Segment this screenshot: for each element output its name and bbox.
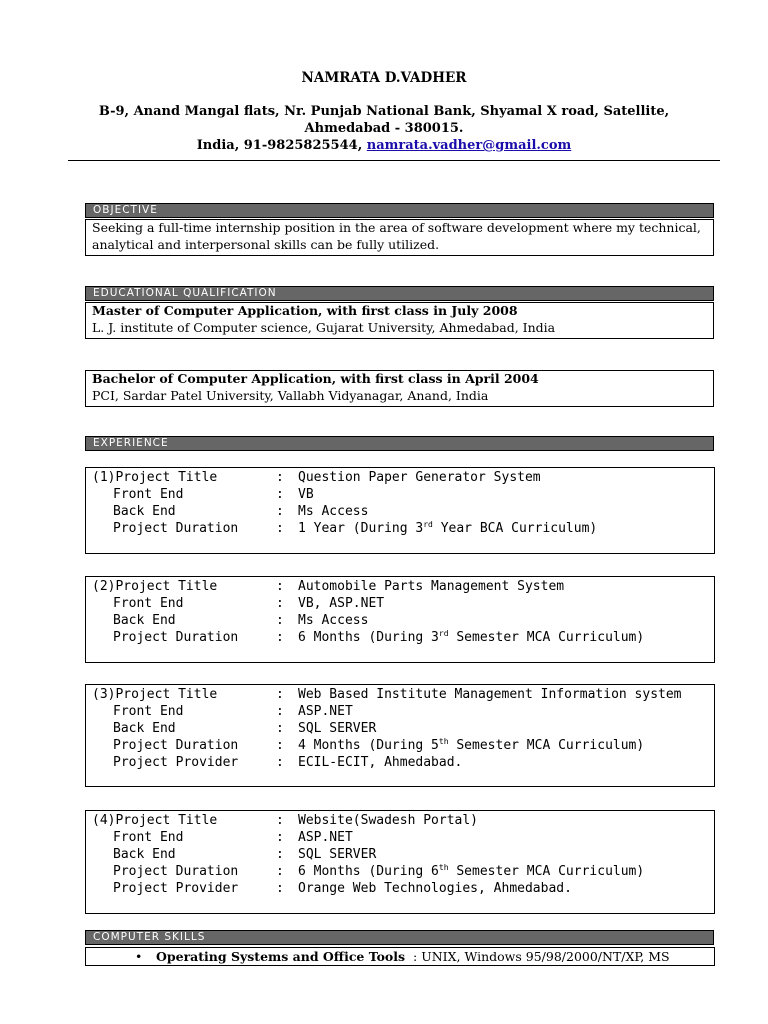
skill-label: Operating Systems and Office Tools <box>156 949 406 964</box>
colon: : <box>276 470 284 485</box>
back-end-label: Back End <box>113 613 176 628</box>
project-title-value: Web Based Institute Management Information system <box>298 687 682 702</box>
provider-value: ECIL-ECIT, Ahmedabad. <box>298 755 463 770</box>
project-title-value: Website(Swadesh Portal) <box>298 813 479 828</box>
skill-item <box>156 948 670 965</box>
degree-institute: L. J. institute of Computer science, Gujarat University, Ahmedabad, India <box>92 319 556 335</box>
contact-line <box>0 138 768 153</box>
project-title-label: (1)Project Title <box>92 470 218 485</box>
education-item-mca <box>85 302 714 339</box>
project-title-value: Automobile Parts Management System <box>298 579 565 594</box>
project-2 <box>85 576 715 663</box>
duration-label: Project Duration <box>113 864 239 879</box>
back-end-label: Back End <box>113 504 176 519</box>
colon: : <box>276 830 284 845</box>
duration-label: Project Duration <box>113 630 239 645</box>
address-line-1: B-9, Anand Mangal flats, Nr. Punjab National Bank, Shyamal X road, Satellite, <box>98 104 670 119</box>
colon: : <box>276 813 284 828</box>
front-end-value: ASP.NET <box>298 704 353 719</box>
bullet-icon: • <box>135 949 143 964</box>
colon: : <box>276 738 284 753</box>
colon: : <box>276 521 284 536</box>
back-end-value: SQL SERVER <box>298 721 377 736</box>
project-title-label: (3)Project Title <box>92 687 218 702</box>
objective-line-2: analytical and interpersonal skills can be fully utilized. <box>92 236 440 252</box>
colon: : <box>276 487 284 502</box>
front-end-value: VB <box>298 487 314 502</box>
project-1 <box>85 467 715 554</box>
back-end-value: Ms Access <box>298 613 369 628</box>
colon: : <box>276 687 284 702</box>
project-3 <box>85 684 715 787</box>
colon: : <box>276 613 284 628</box>
back-end-label: Back End <box>113 721 176 736</box>
provider-label: Project Provider <box>113 881 239 896</box>
colon: : <box>276 704 284 719</box>
front-end-label: Front End <box>113 830 184 845</box>
degree-title: Master of Computer Application, with first class in July 2008 <box>92 303 518 318</box>
colon: : <box>276 755 284 770</box>
objective-line-1: Seeking a full-time internship position in the area of software development where my technical, <box>92 220 701 235</box>
degree-institute: PCI, Sardar Patel University, Vallabh Vidyanagar, Anand, India <box>92 387 489 403</box>
skill-value: UNIX, Windows 95/98/2000/NT/XP, MS <box>421 949 670 964</box>
front-end-label: Front End <box>113 487 184 502</box>
colon: : <box>276 630 284 645</box>
duration-value: 6 Months (During 3rd Semester MCA Curriculum) <box>298 629 645 645</box>
provider-label: Project Provider <box>113 755 239 770</box>
back-end-value: SQL SERVER <box>298 847 377 862</box>
back-end-value: Ms Access <box>298 504 369 519</box>
objective-box <box>85 219 714 256</box>
duration-label: Project Duration <box>113 738 239 753</box>
phone-text: India, 91-9825825544, <box>196 138 367 153</box>
education-heading: EDUCATIONAL QUALIFICATION <box>85 286 714 301</box>
header-divider <box>68 160 720 161</box>
back-end-label: Back End <box>113 847 176 862</box>
colon: : <box>276 504 284 519</box>
project-title-label: (2)Project Title <box>92 579 218 594</box>
colon: : <box>276 847 284 862</box>
duration-value: 4 Months (During 5th Semester MCA Curriculum) <box>298 737 645 753</box>
skills-row <box>85 947 715 966</box>
skill-separator: : <box>405 949 422 964</box>
experience-heading: EXPERIENCE <box>85 436 714 451</box>
skills-heading: COMPUTER SKILLS <box>85 930 714 945</box>
duration-value: 1 Year (During 3rd Year BCA Curriculum) <box>298 520 598 536</box>
degree-title: Bachelor of Computer Application, with first class in April 2004 <box>92 371 539 386</box>
colon: : <box>276 721 284 736</box>
colon: : <box>276 881 284 896</box>
address-line-2: Ahmedabad - 380015. <box>304 121 464 136</box>
education-item-bca <box>85 370 714 407</box>
colon: : <box>276 864 284 879</box>
objective-heading: OBJECTIVE <box>85 203 714 218</box>
front-end-label: Front End <box>113 596 184 611</box>
colon: : <box>276 596 284 611</box>
duration-label: Project Duration <box>113 521 239 536</box>
front-end-value: VB, ASP.NET <box>298 596 385 611</box>
front-end-label: Front End <box>113 704 184 719</box>
project-title-value: Question Paper Generator System <box>298 470 541 485</box>
provider-value: Orange Web Technologies, Ahmedabad. <box>298 881 572 896</box>
email-link[interactable]: namrata.vadher@gmail.com <box>366 138 572 153</box>
duration-value: 6 Months (During 6th Semester MCA Curriculum) <box>298 863 645 879</box>
front-end-value: ASP.NET <box>298 830 353 845</box>
colon: : <box>276 579 284 594</box>
project-4 <box>85 810 715 914</box>
candidate-name: NAMRATA D.VADHER <box>301 70 467 86</box>
project-title-label: (4)Project Title <box>92 813 218 828</box>
